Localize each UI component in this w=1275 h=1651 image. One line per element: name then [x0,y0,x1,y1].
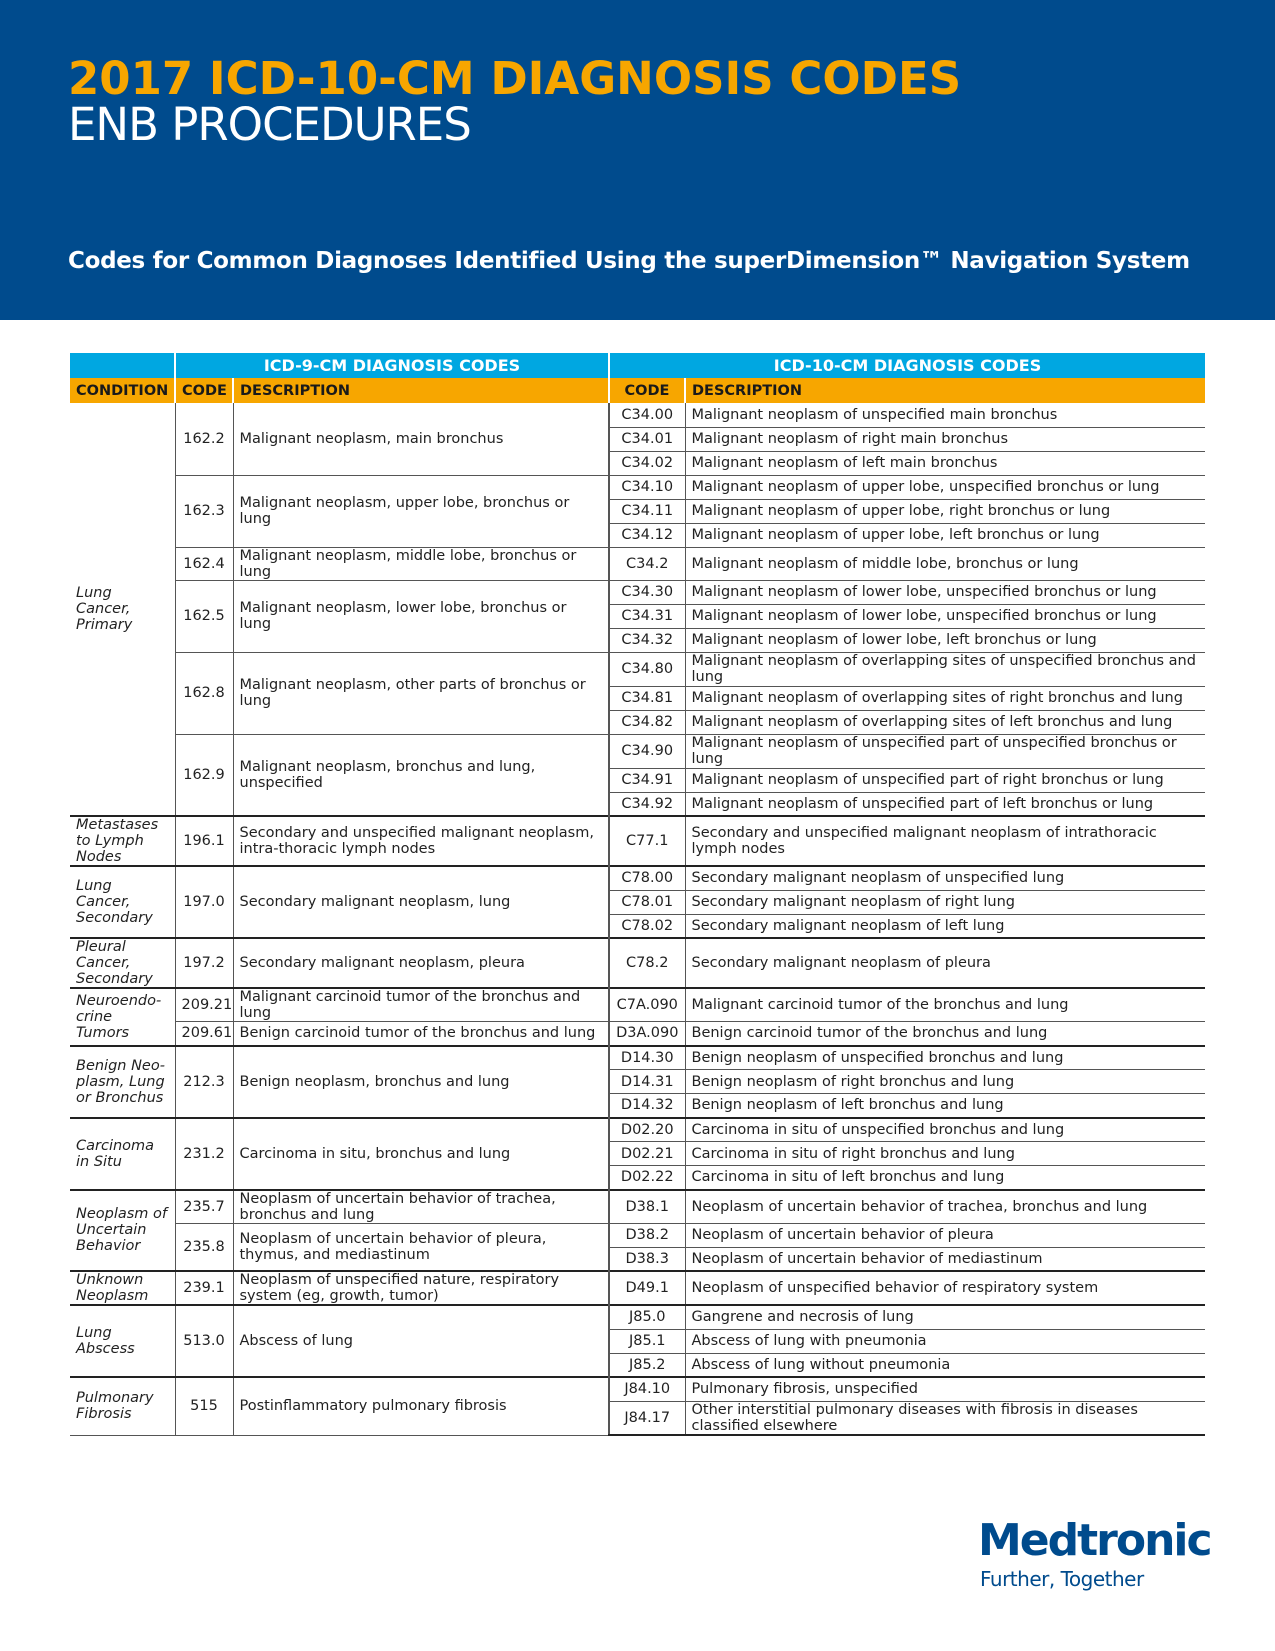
icd10-description-cell: Malignant neoplasm of overlapping sites of right bronchus and lung [685,686,1205,710]
icd10-code-cell: C78.2 [609,938,685,988]
condition-cell: Metastases to Lymph Nodes [70,816,175,866]
document-subtitle-procedures: ENB PROCEDURES [68,98,471,151]
icd10-code-cell: C34.80 [609,652,685,686]
icd10-description-cell: Neoplasm of uncertain behavior of mediastinum [685,1247,1205,1271]
icd10-description-cell: Malignant neoplasm of lower lobe, unspecified bronchus or lung [685,580,1205,604]
icd10-description-cell: Abscess of lung without pneumonia [685,1353,1205,1377]
icd9-code-cell: 231.2 [175,1118,233,1190]
icd10-description-cell: Neoplasm of uncertain behavior of pleura [685,1223,1205,1247]
table-row [70,1022,1205,1046]
icd9-description-cell: Benign neoplasm, bronchus and lung [233,1046,609,1118]
icd9-description-cell: Abscess of lung [233,1305,609,1377]
icd9-description-cell: Malignant carcinoid tumor of the bronchus and lung [233,988,609,1022]
group-header-row [70,353,1205,378]
icd10-code-cell: C34.91 [609,768,685,792]
icd10-code-cell: D14.31 [609,1070,685,1094]
table-row [70,988,1205,1022]
icd9-description-cell: Carcinoma in situ, bronchus and lung [233,1118,609,1190]
icd10-description-column-header: DESCRIPTION [685,378,1205,403]
condition-cell: Lung Cancer, Primary [70,403,175,816]
icd9-code-cell: 196.1 [175,816,233,866]
icd10-group-header: ICD-10-CM DIAGNOSIS CODES [609,353,1205,378]
icd10-description-cell: Neoplasm of uncertain behavior of trachea, bronchus and lung [685,1190,1205,1224]
icd10-code-cell: J84.10 [609,1377,685,1401]
icd10-code-cell: C34.01 [609,427,685,451]
icd10-code-cell: C78.01 [609,890,685,914]
icd10-description-cell: Malignant neoplasm of unspecified part of left bronchus or lung [685,792,1205,816]
icd10-description-cell: Secondary malignant neoplasm of unspecified lung [685,866,1205,890]
icd10-description-cell: Malignant neoplasm of unspecified part of unspecified bronchus or lung [685,734,1205,768]
column-header-row [70,378,1205,403]
table-row [70,1377,1205,1401]
icd9-description-cell: Malignant neoplasm, bronchus and lung, unspecified [233,734,609,816]
header-banner [0,0,1275,320]
icd10-code-cell: C77.1 [609,816,685,866]
icd9-code-cell: 239.1 [175,1271,233,1305]
icd9-code-cell: 162.2 [175,403,233,475]
icd10-code-cell: D38.3 [609,1247,685,1271]
icd10-description-cell: Malignant neoplasm of upper lobe, right bronchus or lung [685,499,1205,523]
icd10-code-cell: C34.10 [609,475,685,499]
icd9-code-cell: 235.8 [175,1223,233,1271]
icd10-code-cell: C34.2 [609,547,685,580]
table-row [70,938,1205,988]
icd10-description-cell: Carcinoma in situ of left bronchus and lung [685,1166,1205,1190]
icd10-description-cell: Malignant carcinoid tumor of the bronchus and lung [685,988,1205,1022]
condition-cell: Lung Cancer, Secondary [70,866,175,938]
table-row [70,1223,1205,1247]
table-row [70,1271,1205,1305]
table-row [70,1046,1205,1070]
icd10-description-cell: Malignant neoplasm of lower lobe, unspecified bronchus or lung [685,604,1205,628]
table-row [70,866,1205,890]
icd9-code-cell: 197.0 [175,866,233,938]
table-row [70,580,1205,604]
condition-cell: Benign Neo-plasm, Lung or Bronchus [70,1046,175,1118]
icd9-description-cell: Benign carcinoid tumor of the bronchus and lung [233,1022,609,1046]
document-title: 2017 ICD-10-CM DIAGNOSIS CODES [68,52,962,105]
icd10-description-cell: Malignant neoplasm of overlapping sites of unspecified bronchus and lung [685,652,1205,686]
diagnosis-codes-table [70,353,1205,1436]
icd9-description-cell: Malignant neoplasm, upper lobe, bronchus or lung [233,475,609,547]
icd9-code-cell: 162.5 [175,580,233,652]
condition-cell: Neuroendo-crine Tumors [70,988,175,1046]
icd10-code-cell: J84.17 [609,1401,685,1435]
icd10-description-cell: Malignant neoplasm of unspecified main bronchus [685,403,1205,427]
icd9-code-cell: 209.21 [175,988,233,1022]
icd10-code-cell: C34.30 [609,580,685,604]
icd10-description-cell: Secondary and unspecified malignant neoplasm of intrathoracic lymph nodes [685,816,1205,866]
icd10-code-cell: D14.32 [609,1094,685,1118]
icd10-code-cell: C34.00 [609,403,685,427]
icd10-description-cell: Abscess of lung with pneumonia [685,1329,1205,1353]
icd9-group-header: ICD-9-CM DIAGNOSIS CODES [175,353,609,378]
icd10-description-cell: Other interstitial pulmonary diseases with fibrosis in diseases classified elsewhere [685,1401,1205,1435]
icd10-description-cell: Carcinoma in situ of right bronchus and lung [685,1142,1205,1166]
icd9-description-cell: Secondary malignant neoplasm, lung [233,866,609,938]
icd9-description-column-header: DESCRIPTION [233,378,609,403]
icd9-code-cell: 197.2 [175,938,233,988]
icd10-code-cell: C34.90 [609,734,685,768]
condition-cell: Lung Abscess [70,1305,175,1377]
medtronic-logo [978,1515,1211,1595]
icd10-code-cell: D02.21 [609,1142,685,1166]
icd10-code-cell: C34.82 [609,710,685,734]
icd10-code-cell: D38.2 [609,1223,685,1247]
table-row [70,1118,1205,1142]
icd10-description-cell: Secondary malignant neoplasm of right lung [685,890,1205,914]
condition-cell: Unknown Neoplasm [70,1271,175,1305]
icd10-description-cell: Malignant neoplasm of upper lobe, unspecified bronchus or lung [685,475,1205,499]
icd10-description-cell: Malignant neoplasm of overlapping sites of left bronchus and lung [685,710,1205,734]
table-row [70,816,1205,866]
icd10-code-cell: J85.0 [609,1305,685,1329]
icd9-code-cell: 162.3 [175,475,233,547]
icd10-code-cell: C34.92 [609,792,685,816]
icd10-code-cell: C34.02 [609,451,685,475]
table-row [70,475,1205,499]
table-row [70,403,1205,427]
table-row [70,1190,1205,1224]
icd9-code-cell: 513.0 [175,1305,233,1377]
icd10-code-cell: D38.1 [609,1190,685,1224]
icd10-description-cell: Secondary malignant neoplasm of left lung [685,914,1205,938]
icd10-description-cell: Malignant neoplasm of upper lobe, left bronchus or lung [685,523,1205,547]
icd9-description-cell: Malignant neoplasm, main bronchus [233,403,609,475]
condition-cell: Neoplasm of Uncertain Behavior [70,1190,175,1272]
icd9-code-cell: 162.4 [175,547,233,580]
icd10-code-cell: D02.22 [609,1166,685,1190]
brand-name: Medtronic [978,1515,1211,1566]
condition-cell: Pulmonary Fibrosis [70,1377,175,1435]
icd9-description-cell: Neoplasm of unspecified nature, respiratory system (eg, growth, tumor) [233,1271,609,1305]
table-row [70,652,1205,686]
icd10-code-cell: C34.31 [609,604,685,628]
icd9-description-cell: Secondary and unspecified malignant neoplasm, intra-thoracic lymph nodes [233,816,609,866]
table-row [70,547,1205,580]
icd10-description-cell: Pulmonary fibrosis, unspecified [685,1377,1205,1401]
blank-header-cell [70,353,175,378]
icd9-description-cell: Neoplasm of uncertain behavior of trachea, bronchus and lung [233,1190,609,1224]
icd10-description-cell: Malignant neoplasm of middle lobe, bronchus or lung [685,547,1205,580]
icd10-code-cell: D3A.090 [609,1022,685,1046]
table-row [70,734,1205,768]
icd10-description-cell: Malignant neoplasm of right main bronchus [685,427,1205,451]
icd9-code-column-header: CODE [175,378,233,403]
icd9-description-cell: Neoplasm of uncertain behavior of pleura, thymus, and mediastinum [233,1223,609,1271]
condition-cell: Carcinoma in Situ [70,1118,175,1190]
icd10-code-cell: D14.30 [609,1046,685,1070]
table-body [70,403,1205,1435]
icd10-code-cell: C7A.090 [609,988,685,1022]
icd10-code-cell: C78.02 [609,914,685,938]
icd10-code-cell: D49.1 [609,1271,685,1305]
icd10-description-cell: Gangrene and necrosis of lung [685,1305,1205,1329]
icd10-description-cell: Benign neoplasm of unspecified bronchus and lung [685,1046,1205,1070]
section-heading: Codes for Common Diagnoses Identified Using the superDimension™ Navigation System [68,248,1190,274]
icd9-description-cell: Malignant neoplasm, middle lobe, bronchus or lung [233,547,609,580]
icd10-description-cell: Carcinoma in situ of unspecified bronchus and lung [685,1118,1205,1142]
icd10-code-cell: J85.1 [609,1329,685,1353]
icd10-code-cell: C34.81 [609,686,685,710]
icd9-code-cell: 162.9 [175,734,233,816]
icd10-description-cell: Secondary malignant neoplasm of pleura [685,938,1205,988]
icd9-code-cell: 162.8 [175,652,233,734]
table-row [70,1305,1205,1329]
icd10-description-cell: Malignant neoplasm of unspecified part of right bronchus or lung [685,768,1205,792]
icd10-code-column-header: CODE [609,378,685,403]
icd10-description-cell: Malignant neoplasm of left main bronchus [685,451,1205,475]
icd9-code-cell: 212.3 [175,1046,233,1118]
icd9-code-cell: 209.61 [175,1022,233,1046]
icd10-description-cell: Neoplasm of unspecified behavior of respiratory system [685,1271,1205,1305]
icd10-description-cell: Benign neoplasm of left bronchus and lung [685,1094,1205,1118]
icd9-code-cell: 235.7 [175,1190,233,1224]
icd9-code-cell: 515 [175,1377,233,1435]
icd10-code-cell: C34.32 [609,628,685,652]
icd9-description-cell: Malignant neoplasm, lower lobe, bronchus or lung [233,580,609,652]
icd10-description-cell: Benign neoplasm of right bronchus and lung [685,1070,1205,1094]
icd10-code-cell: C34.11 [609,499,685,523]
icd10-description-cell: Benign carcinoid tumor of the bronchus and lung [685,1022,1205,1046]
icd10-code-cell: J85.2 [609,1353,685,1377]
icd10-code-cell: C34.12 [609,523,685,547]
icd10-code-cell: D02.20 [609,1118,685,1142]
condition-cell: Pleural Cancer, Secondary [70,938,175,988]
icd10-code-cell: C78.00 [609,866,685,890]
condition-column-header: CONDITION [70,378,175,403]
icd9-description-cell: Secondary malignant neoplasm, pleura [233,938,609,988]
brand-tagline: Further, Together [980,1567,1144,1591]
icd9-description-cell: Postinflammatory pulmonary fibrosis [233,1377,609,1435]
icd9-description-cell: Malignant neoplasm, other parts of bronchus or lung [233,652,609,734]
icd10-description-cell: Malignant neoplasm of lower lobe, left bronchus or lung [685,628,1205,652]
